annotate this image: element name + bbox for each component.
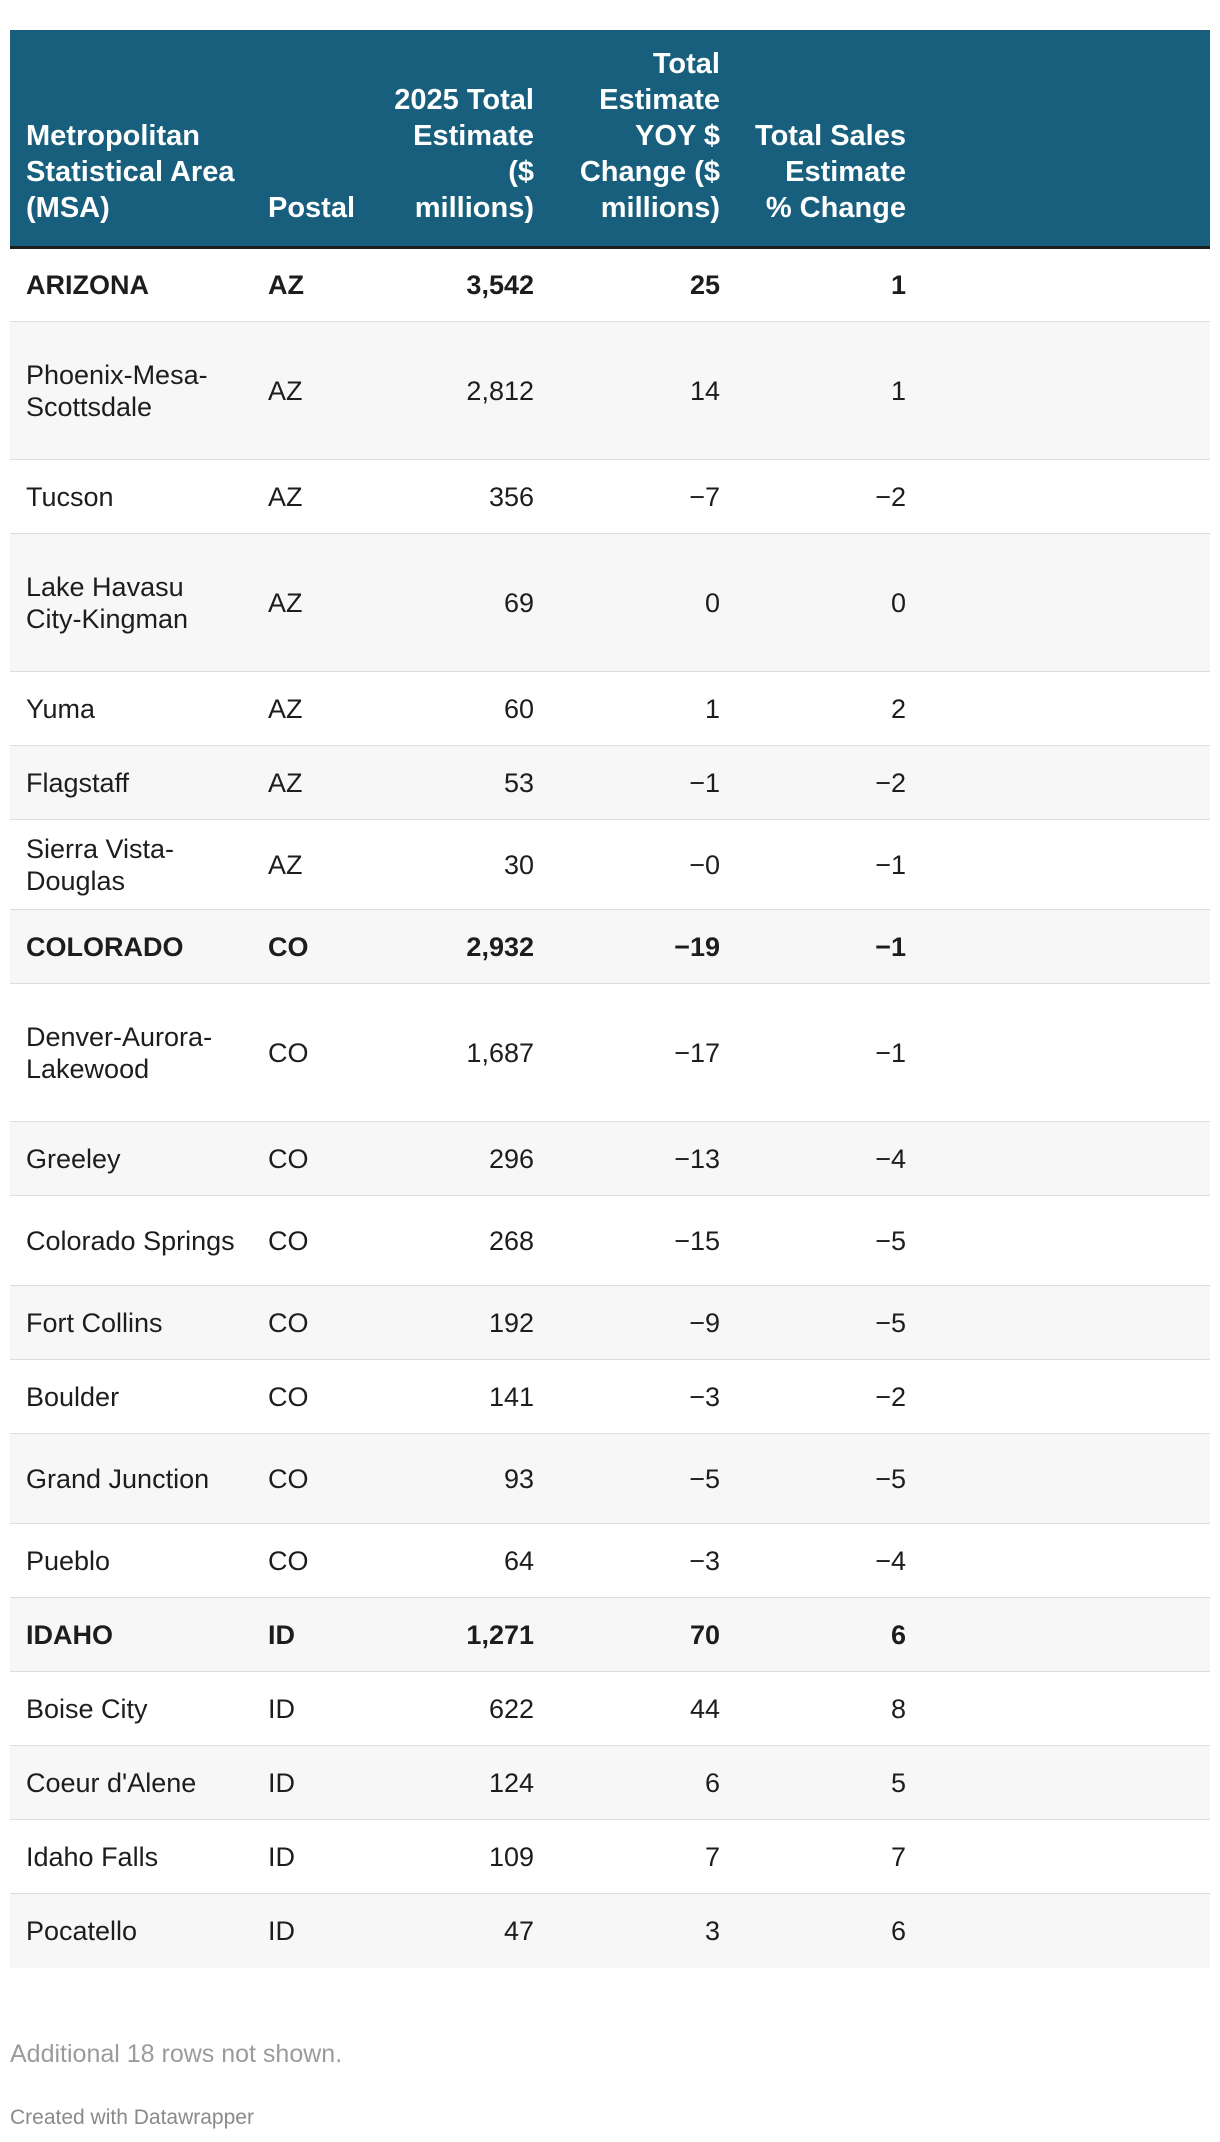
- column-header-yoy-change[interactable]: Total Estimate YOY $ Change ($ millions): [550, 30, 736, 248]
- total-estimate-cell: 2,932: [372, 910, 550, 984]
- table-row: [10, 820, 1210, 910]
- pct-change-cell: 7: [736, 1820, 922, 1894]
- row-spacer: [922, 910, 1210, 984]
- table-header: [10, 30, 1210, 248]
- table-row: [10, 1434, 1210, 1524]
- table-row: [10, 1524, 1210, 1598]
- postal-cell: ID: [252, 1598, 372, 1672]
- yoy-change-cell: −3: [550, 1360, 736, 1434]
- row-spacer: [922, 1672, 1210, 1746]
- data-table-container: [10, 30, 1210, 1968]
- table-row: [10, 1746, 1210, 1820]
- pct-change-cell: 5: [736, 1746, 922, 1820]
- postal-cell: ID: [252, 1894, 372, 1968]
- yoy-change-cell: −1: [550, 746, 736, 820]
- yoy-change-cell: −13: [550, 1122, 736, 1196]
- row-spacer: [922, 460, 1210, 534]
- yoy-change-cell: 3: [550, 1894, 736, 1968]
- postal-cell: CO: [252, 1286, 372, 1360]
- row-spacer: [922, 1524, 1210, 1598]
- yoy-change-cell: 1: [550, 672, 736, 746]
- pct-change-cell: −5: [736, 1434, 922, 1524]
- msa-cell: Idaho Falls: [10, 1820, 252, 1894]
- table-row: [10, 672, 1210, 746]
- total-estimate-cell: 60: [372, 672, 550, 746]
- pct-change-cell: −4: [736, 1122, 922, 1196]
- pct-change-cell: −1: [736, 910, 922, 984]
- pct-change-cell: 1: [736, 248, 922, 322]
- postal-cell: CO: [252, 984, 372, 1122]
- pct-change-cell: −2: [736, 1360, 922, 1434]
- msa-cell: Colorado Springs: [10, 1196, 252, 1286]
- row-spacer: [922, 534, 1210, 672]
- pct-change-cell: −2: [736, 746, 922, 820]
- yoy-change-cell: 7: [550, 1820, 736, 1894]
- total-estimate-cell: 2,812: [372, 322, 550, 460]
- table-row: [10, 746, 1210, 820]
- table-body: [10, 248, 1210, 1968]
- header-spacer: [922, 30, 1210, 248]
- postal-cell: CO: [252, 910, 372, 984]
- total-estimate-cell: 47: [372, 1894, 550, 1968]
- table-row: [10, 322, 1210, 460]
- msa-cell: Denver-Aurora-Lakewood: [10, 984, 252, 1122]
- total-estimate-cell: 93: [372, 1434, 550, 1524]
- postal-cell: ID: [252, 1746, 372, 1820]
- row-spacer: [922, 322, 1210, 460]
- postal-cell: AZ: [252, 534, 372, 672]
- postal-cell: ID: [252, 1672, 372, 1746]
- column-header-total-estimate[interactable]: 2025 Total Estimate ($ millions): [372, 30, 550, 248]
- table-row: [10, 984, 1210, 1122]
- total-estimate-cell: 1,271: [372, 1598, 550, 1672]
- row-spacer: [922, 746, 1210, 820]
- total-estimate-cell: 622: [372, 1672, 550, 1746]
- postal-cell: ID: [252, 1820, 372, 1894]
- postal-cell: CO: [252, 1122, 372, 1196]
- yoy-change-cell: −9: [550, 1286, 736, 1360]
- state-row: [10, 910, 1210, 984]
- yoy-change-cell: −5: [550, 1434, 736, 1524]
- yoy-change-cell: 6: [550, 1746, 736, 1820]
- total-estimate-cell: 64: [372, 1524, 550, 1598]
- table-row: [10, 1360, 1210, 1434]
- total-estimate-cell: 192: [372, 1286, 550, 1360]
- msa-cell: Grand Junction: [10, 1434, 252, 1524]
- total-estimate-cell: 268: [372, 1196, 550, 1286]
- state-row: [10, 1598, 1210, 1672]
- postal-cell: CO: [252, 1196, 372, 1286]
- yoy-change-cell: 14: [550, 322, 736, 460]
- pct-change-cell: 0: [736, 534, 922, 672]
- table-row: [10, 460, 1210, 534]
- datawrapper-credit: Created with Datawrapper: [10, 2106, 254, 2129]
- msa-cell: Fort Collins: [10, 1286, 252, 1360]
- yoy-change-cell: −7: [550, 460, 736, 534]
- row-spacer: [922, 1360, 1210, 1434]
- column-header-pct-change[interactable]: Total Sales Estimate % Change: [736, 30, 922, 248]
- row-spacer: [922, 1434, 1210, 1524]
- row-spacer: [922, 1598, 1210, 1672]
- yoy-change-cell: −3: [550, 1524, 736, 1598]
- postal-cell: AZ: [252, 746, 372, 820]
- yoy-change-cell: 25: [550, 248, 736, 322]
- state-row: [10, 248, 1210, 322]
- msa-cell: Sierra Vista-Douglas: [10, 820, 252, 910]
- msa-cell: IDAHO: [10, 1598, 252, 1672]
- total-estimate-cell: 53: [372, 746, 550, 820]
- table-row: [10, 1820, 1210, 1894]
- pct-change-cell: −5: [736, 1196, 922, 1286]
- total-estimate-cell: 30: [372, 820, 550, 910]
- msa-cell: Lake Havasu City-Kingman: [10, 534, 252, 672]
- pct-change-cell: 6: [736, 1894, 922, 1968]
- postal-cell: AZ: [252, 820, 372, 910]
- yoy-change-cell: −15: [550, 1196, 736, 1286]
- postal-cell: CO: [252, 1434, 372, 1524]
- yoy-change-cell: 0: [550, 534, 736, 672]
- yoy-change-cell: 70: [550, 1598, 736, 1672]
- postal-cell: AZ: [252, 672, 372, 746]
- row-spacer: [922, 984, 1210, 1122]
- pct-change-cell: 1: [736, 322, 922, 460]
- table-row: [10, 534, 1210, 672]
- total-estimate-cell: 141: [372, 1360, 550, 1434]
- yoy-change-cell: −17: [550, 984, 736, 1122]
- table-row: [10, 1286, 1210, 1360]
- total-estimate-cell: 3,542: [372, 248, 550, 322]
- msa-cell: Boise City: [10, 1672, 252, 1746]
- row-spacer: [922, 1820, 1210, 1894]
- column-header-postal[interactable]: Postal: [252, 30, 372, 248]
- postal-cell: CO: [252, 1524, 372, 1598]
- msa-cell: Pocatello: [10, 1894, 252, 1968]
- msa-cell: Phoenix-Mesa-Scottsdale: [10, 322, 252, 460]
- msa-cell: ARIZONA: [10, 248, 252, 322]
- pct-change-cell: −2: [736, 460, 922, 534]
- postal-cell: AZ: [252, 322, 372, 460]
- postal-cell: AZ: [252, 460, 372, 534]
- pct-change-cell: −4: [736, 1524, 922, 1598]
- pct-change-cell: −1: [736, 820, 922, 910]
- msa-cell: Pueblo: [10, 1524, 252, 1598]
- row-spacer: [922, 820, 1210, 910]
- yoy-change-cell: 44: [550, 1672, 736, 1746]
- yoy-change-cell: −19: [550, 910, 736, 984]
- data-table: [10, 30, 1210, 1968]
- header-row: [10, 30, 1210, 248]
- total-estimate-cell: 1,687: [372, 984, 550, 1122]
- total-estimate-cell: 124: [372, 1746, 550, 1820]
- row-spacer: [922, 1894, 1210, 1968]
- table-row: [10, 1894, 1210, 1968]
- table-notes: Additional 18 rows not shown.: [10, 2040, 343, 2068]
- msa-cell: Greeley: [10, 1122, 252, 1196]
- table-row: [10, 1672, 1210, 1746]
- postal-cell: CO: [252, 1360, 372, 1434]
- row-spacer: [922, 1286, 1210, 1360]
- yoy-change-cell: −0: [550, 820, 736, 910]
- total-estimate-cell: 109: [372, 1820, 550, 1894]
- total-estimate-cell: 356: [372, 460, 550, 534]
- pct-change-cell: 6: [736, 1598, 922, 1672]
- row-spacer: [922, 1122, 1210, 1196]
- row-spacer: [922, 1196, 1210, 1286]
- postal-cell: AZ: [252, 248, 372, 322]
- pct-change-cell: −5: [736, 1286, 922, 1360]
- msa-cell: Yuma: [10, 672, 252, 746]
- pct-change-cell: 8: [736, 1672, 922, 1746]
- row-spacer: [922, 248, 1210, 322]
- total-estimate-cell: 69: [372, 534, 550, 672]
- pct-change-cell: 2: [736, 672, 922, 746]
- msa-cell: COLORADO: [10, 910, 252, 984]
- pct-change-cell: −1: [736, 984, 922, 1122]
- msa-cell: Tucson: [10, 460, 252, 534]
- msa-cell: Flagstaff: [10, 746, 252, 820]
- row-spacer: [922, 672, 1210, 746]
- table-row: [10, 1122, 1210, 1196]
- total-estimate-cell: 296: [372, 1122, 550, 1196]
- msa-cell: Boulder: [10, 1360, 252, 1434]
- row-spacer: [922, 1746, 1210, 1820]
- column-header-msa[interactable]: Metropolitan Statistical Area (MSA): [10, 30, 252, 248]
- table-row: [10, 1196, 1210, 1286]
- msa-cell: Coeur d'Alene: [10, 1746, 252, 1820]
